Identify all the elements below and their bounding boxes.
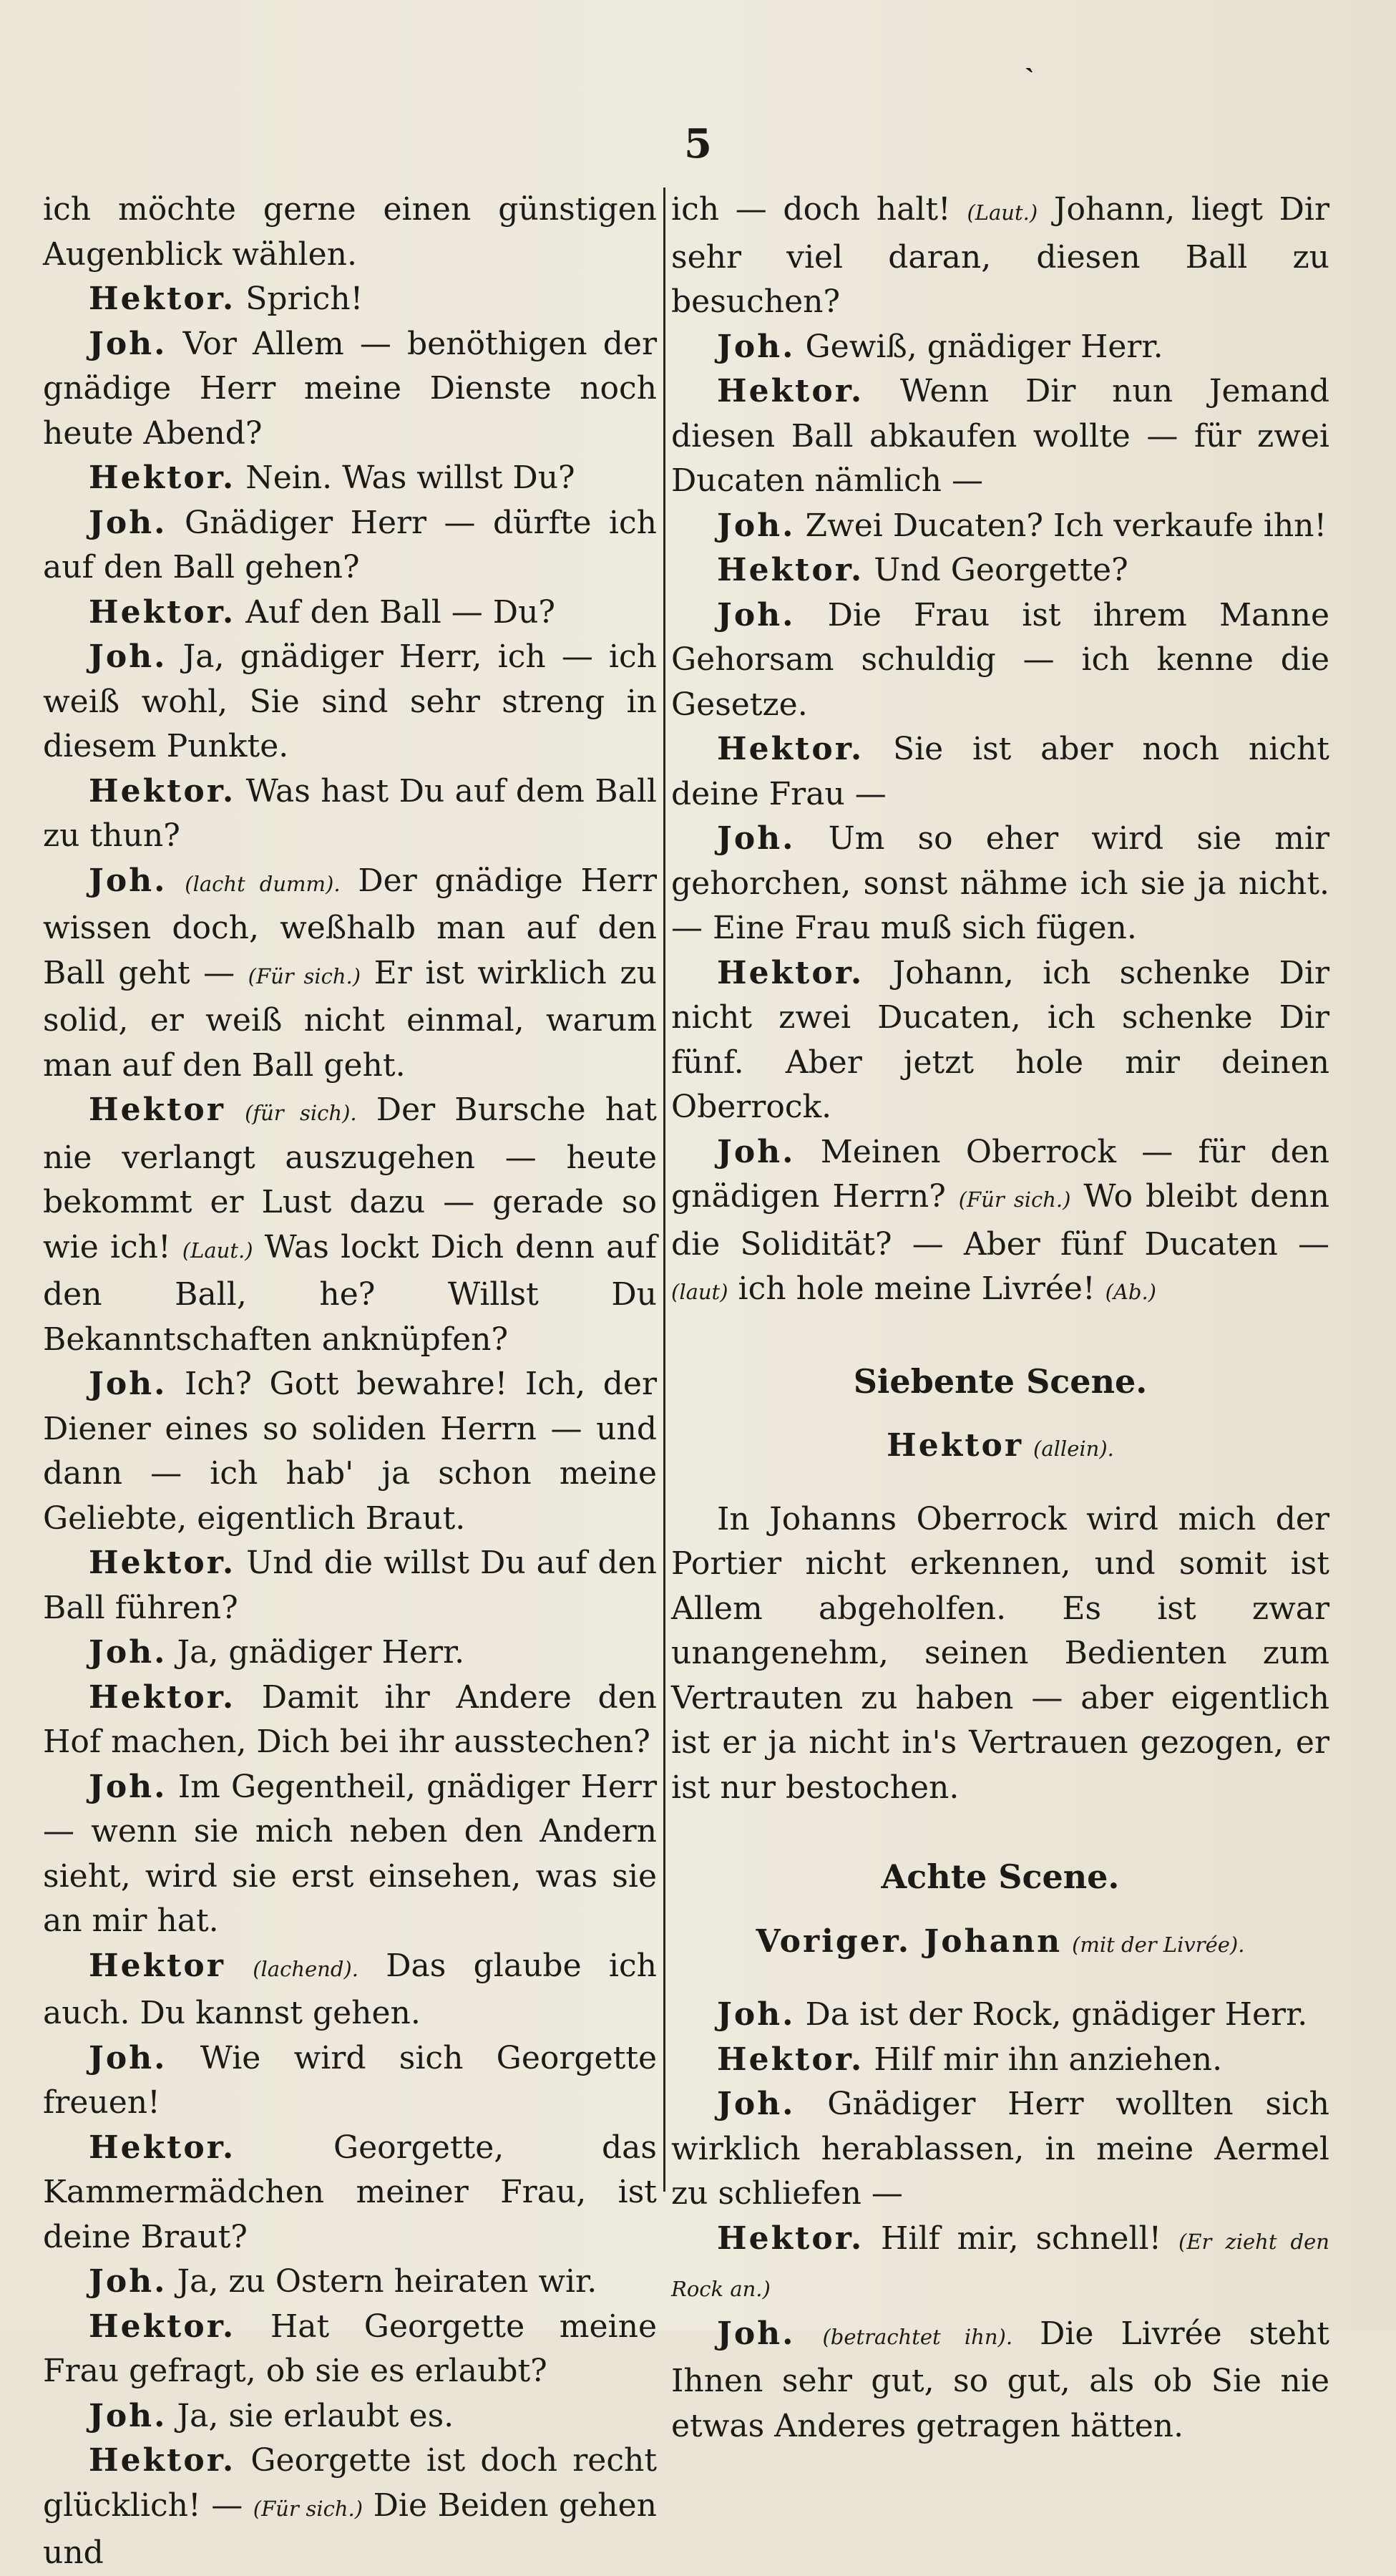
speaker-name: Joh.	[717, 328, 796, 365]
line-text: ich hole meine Livrée!	[738, 1270, 1095, 1307]
stage-direction: (laut)	[671, 1280, 728, 1304]
dialogue-line	[43, 501, 657, 590]
speaker-name: Hektor	[89, 1092, 225, 1128]
speaker-name: Joh.	[89, 504, 167, 541]
speaker-name: Joh.	[89, 2039, 167, 2076]
column-divider	[663, 188, 665, 2192]
speaker-name: Joh.	[717, 820, 796, 857]
line-text: Da ist der Rock, gnädiger Herr.	[805, 1996, 1308, 2033]
line-text: Um so eher wird sie mir gehorchen, sonst nähme ich sie ja nicht. — Eine Frau muß sich fügen.	[671, 820, 1329, 946]
line-text: Georgette, das Kammermädchen meiner Frau, ist deine Braut?	[43, 2129, 657, 2255]
line-text: Wenn Dir nun Jemand diesen Ball abkaufen wollte — für zwei Ducaten nämlich —	[671, 373, 1329, 499]
stage-direction: (Für sich.)	[253, 2496, 363, 2521]
dialogue-line	[43, 590, 657, 636]
speaker-name: Hektor.	[717, 2220, 864, 2257]
line-text: ich möchte gerne einen günstigen Augenblick wählen.	[43, 191, 657, 273]
dialogue-line	[671, 188, 1329, 325]
line-text: Die Frau ist ihrem Manne Gehorsam schuldig — ich kenne die Gesetze.	[671, 596, 1329, 723]
line-text: Sprich!	[245, 281, 363, 317]
speaker-name: Joh.	[717, 507, 796, 544]
stage-direction: (Laut.)	[967, 200, 1038, 225]
scene-title-seven: Siebente Scene.	[853, 1361, 1148, 1401]
line-text: Ich? Gott bewahre! Ich, der Diener eines so soliden Herrn — und dann — ich hab' ja schon meine Geliebte, eigentlich Braut.	[43, 1366, 657, 1537]
stage-direction: (für sich).	[245, 1101, 357, 1125]
line-text: Die Beiden gehen und	[43, 2487, 657, 2571]
speaker-name: Hektor.	[89, 2442, 236, 2479]
stage-direction: (Für sich.)	[248, 963, 361, 988]
dialogue-line	[43, 2394, 657, 2439]
dialogue-line	[43, 1676, 657, 1765]
speaker-name: Hektor.	[89, 1678, 236, 1716]
stage-direction: (Ab.)	[1105, 1280, 1156, 1304]
line-text: Wie wird sich Georgette freuen!	[43, 2039, 657, 2121]
stage-direction: (lachend).	[253, 1956, 358, 1981]
speaker: Hektor	[887, 1427, 1024, 1464]
line-text: Ja, gnädiger Herr.	[177, 1634, 465, 1671]
dialogue-line	[671, 1993, 1329, 2038]
line-text: Wo bleibt denn die Solidität? — Aber fünf Ducaten —	[671, 1178, 1329, 1263]
speaker-name: Hektor.	[89, 2308, 236, 2345]
dialogue-line	[671, 548, 1329, 593]
line-text: Meinen Oberrock — für den gnädigen Herrn?	[671, 1133, 1329, 1215]
speaker-name: Joh.	[89, 1366, 167, 1402]
dialogue-line	[671, 951, 1329, 1130]
speaker-name: Joh.	[89, 1634, 167, 1671]
dialogue-line	[671, 2217, 1329, 2312]
ink-mark: ˴	[1025, 49, 1035, 82]
stage-direction: (lacht dumm).	[185, 871, 341, 896]
dialogue-line	[43, 188, 657, 277]
line-text: Gewiß, gnädiger Herr.	[805, 328, 1163, 365]
dialogue-line	[43, 277, 657, 322]
speaker-name: Joh.	[717, 596, 796, 633]
line-text: Ja, zu Ostern heiraten wir.	[177, 2263, 597, 2300]
speaker-name: Hektor.	[717, 552, 864, 588]
speaker-name: Joh.	[89, 1768, 167, 1805]
dialogue-line	[671, 817, 1329, 951]
speaker-name: Joh.	[89, 638, 167, 675]
line-text: Die Livrée steht Ihnen sehr gut, so gut, als ob Sie nie etwas Anderes getragen hätten.	[671, 2315, 1329, 2444]
line-text: Damit ihr Andere den Hof machen, Dich bei ihr ausstechen?	[43, 1678, 657, 1760]
speaker-name: Joh.	[89, 325, 167, 362]
dialogue-line	[43, 1630, 657, 1676]
stage-direction: (Er zieht den Rock an.)	[671, 2229, 1329, 2301]
dialogue-line	[43, 859, 657, 1089]
speaker-name: Joh.	[717, 2086, 796, 2122]
scene-title-eight: Achte Scene.	[881, 1857, 1120, 1896]
line-text: Hat Georgette meine Frau gefragt, ob sie es erlaubt?	[43, 2308, 657, 2389]
dialogue-line	[43, 1944, 657, 2036]
speaker-name: Hektor.	[717, 373, 864, 409]
dialogue-line	[671, 593, 1329, 728]
speaker-name: Joh.	[717, 2315, 796, 2352]
dialogue-line	[43, 456, 657, 501]
dialogue-line	[43, 1362, 657, 1541]
line-text: Johann, ich schenke Dir nicht zwei Ducaten, ich schenke Dir fünf. Aber jetzt hole mir deinen Oberrock.	[671, 954, 1329, 1125]
line-text: Ja, gnädiger Herr, ich — ich weiß wohl, Sie sind sehr streng in diesem Punkte.	[43, 638, 657, 764]
dialogue-line	[43, 2126, 657, 2260]
line-text: Ja, sie erlaubt es.	[177, 2397, 454, 2434]
right-dialogue	[671, 188, 1329, 1315]
stage-direction: (allein).	[1033, 1437, 1114, 1461]
scene-eight-dialogue	[671, 1993, 1329, 2449]
dialogue-line	[43, 635, 657, 769]
line-text: Zwei Ducaten? Ich verkaufe ihn!	[805, 507, 1327, 544]
speaker-name: Hektor.	[89, 593, 236, 631]
speaker-name: Hektor.	[89, 2129, 236, 2166]
speaker-name: Joh.	[717, 1133, 796, 1170]
line-text: Georgette ist doch recht glücklich! —	[43, 2442, 657, 2524]
dialogue-line	[671, 2082, 1329, 2217]
line-text: Und Georgette?	[874, 552, 1128, 588]
line-text: Im Gegentheil, gnädiger Herr — wenn sie mich neben den Andern sieht, wird sie erst einsehen, was sie an mir hat.	[43, 1768, 657, 1939]
dialogue-line	[671, 369, 1329, 504]
left-column	[43, 188, 657, 2576]
line-text: Der Bursche hat nie verlangt auszugehen — heute bekommt er Lust dazu — gerade so wie ich!	[43, 1092, 657, 1265]
speaker-name: Joh.	[717, 1996, 796, 2033]
dialogue-line	[671, 2312, 1329, 2449]
line-text: Auf den Ball — Du?	[245, 593, 555, 631]
speaker-name: Hektor.	[717, 954, 864, 991]
dialogue-line	[43, 1088, 657, 1362]
stage-direction: (Für sich.)	[958, 1187, 1071, 1212]
dialogue-line	[671, 727, 1329, 817]
speaker-name: Joh.	[89, 862, 167, 899]
dialogue-line	[43, 2439, 657, 2576]
line-text: Sie ist aber noch nicht deine Frau —	[671, 731, 1329, 812]
speaker-name: Hektor.	[717, 2041, 864, 2078]
right-column	[671, 188, 1329, 2449]
line-text: Vor Allem — benöthigen der gnädige Herr meine Dienste noch heute Abend?	[43, 325, 657, 452]
dialogue-line	[671, 504, 1329, 549]
line-text: Das glaube ich auch. Du kannst gehen.	[43, 1947, 657, 2031]
line-text: Gnädiger Herr wollten sich wirklich herablassen, in meine Aermel zu schliefen —	[671, 2086, 1329, 2212]
dialogue-line	[43, 322, 657, 457]
page-number: 5	[684, 120, 712, 167]
speaker-name: Joh.	[89, 2397, 167, 2434]
dialogue-line	[43, 2260, 657, 2305]
dialogue-line	[671, 325, 1329, 370]
speaker-name: Hektor.	[89, 772, 236, 810]
speaker-name: Hektor.	[89, 460, 236, 496]
line-text: Nein. Was willst Du?	[245, 460, 575, 496]
line-text: Johann, liegt Dir sehr viel daran, diesen Ball zu besuchen?	[671, 191, 1329, 320]
scene-persons-eight	[671, 1920, 1329, 1968]
line-text: Gnädiger Herr — dürfte ich auf den Ball gehen?	[43, 504, 657, 585]
line-text: Und die willst Du auf den Ball führen?	[43, 1545, 657, 1626]
dialogue-line	[671, 1130, 1329, 1315]
line-text: Hilf mir ihn anziehen.	[874, 2041, 1223, 2078]
line-text: Was lockt Dich denn auf den Ball, he? Willst Du Bekanntschaften anknüpfen?	[43, 1228, 657, 1358]
stage-direction: (mit der Livrée).	[1072, 1932, 1245, 1957]
stage-direction: (betrachtet ihn).	[822, 2324, 1013, 2349]
dialogue-line	[43, 769, 657, 859]
line-text: Hilf mir, schnell!	[881, 2220, 1162, 2257]
speaker-name: Hektor.	[89, 281, 236, 317]
line-text: Er ist wirklich zu solid, er weiß nicht einmal, warum man auf den Ball geht.	[43, 954, 657, 1084]
line-text: ich — doch halt!	[671, 191, 951, 228]
dialogue-line	[43, 2036, 657, 2126]
scene-seven-monologue: In Johanns Oberrock wird mich der Portier nicht erkennen, und somit ist Allem abgeholfen. Es ist zwar unangenehm, seinen Bedienten zum Vertrauten zu haben — aber eigentlich ist er ja nicht in's Vertrauen gezogen, er ist nur bestochen.	[671, 1500, 1329, 1806]
dialogue-line	[671, 2038, 1329, 2083]
speaker-name: Hektor	[89, 1947, 225, 1984]
line-text: Was hast Du auf dem Ball zu thun?	[43, 772, 657, 854]
speaker-name: Joh.	[89, 2263, 167, 2300]
speaker-name: Hektor.	[89, 1545, 236, 1581]
line-text: Der gnädige Herr wissen doch, weßhalb man auf den Ball geht —	[43, 862, 657, 991]
speaker-name: Hektor.	[717, 731, 864, 767]
dialogue-line	[43, 2305, 657, 2394]
stage-direction: (Laut.)	[182, 1238, 253, 1263]
dialogue-line	[43, 1541, 657, 1630]
scene-persons-seven	[671, 1424, 1329, 1472]
speaker: Voriger. Johann	[756, 1923, 1063, 1960]
dialogue-line	[43, 1765, 657, 1944]
